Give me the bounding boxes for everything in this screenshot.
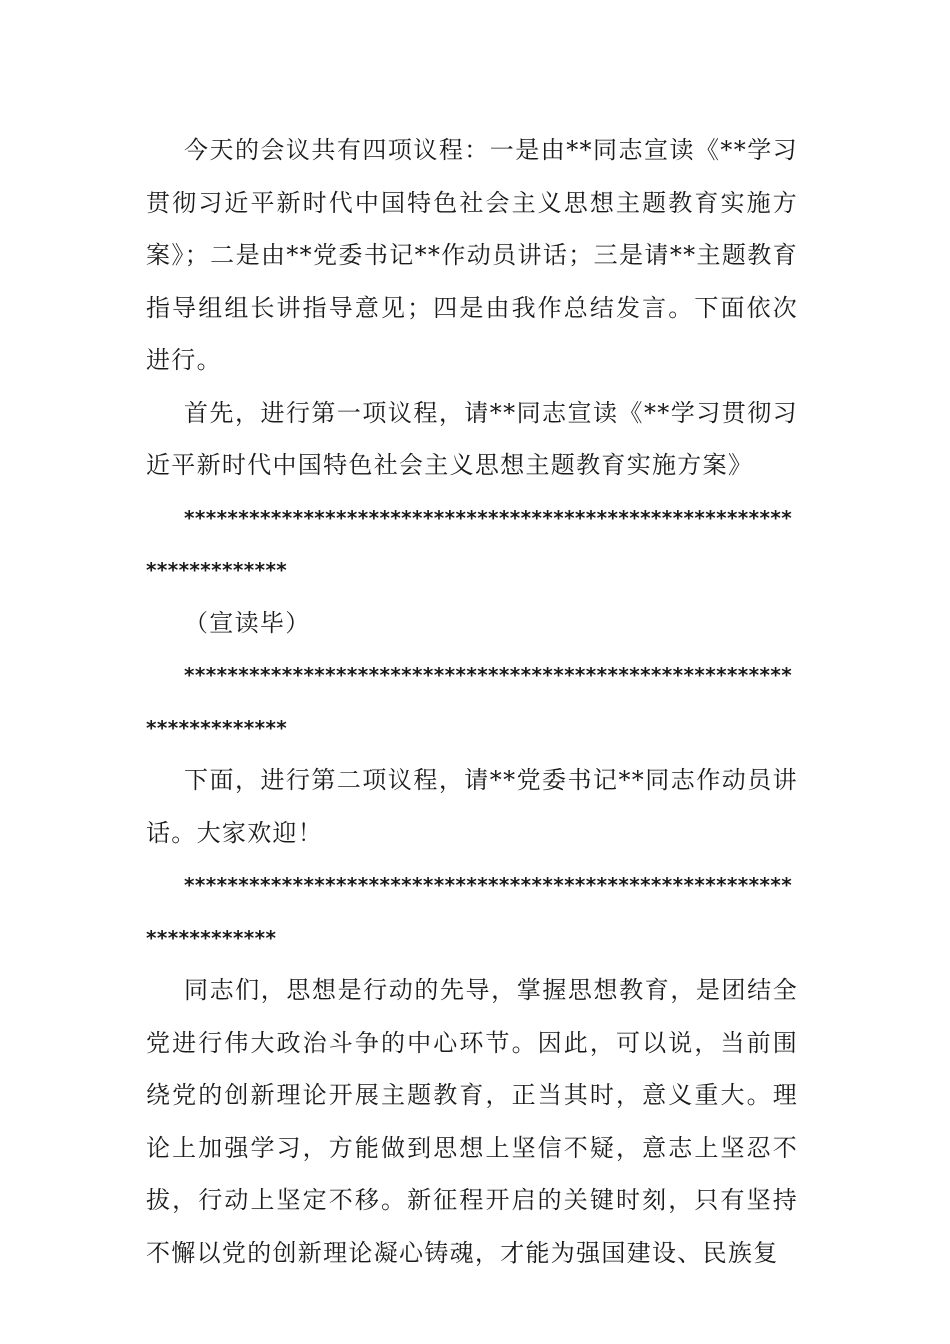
separator-stars: ******************************************************************** xyxy=(146,873,793,950)
paragraph-first-item: 首先，进行第一项议程，请**同志宣读《**学习贯彻习近平新时代中国特色社会主义思想主题教育实施方案》 xyxy=(146,398,798,479)
separator-stars: ********************************************************************* xyxy=(146,505,793,582)
paragraph-speech-body: 同志们，思想是行动的先导，掌握思想教育，是团结全党进行伟大政治斗争的中心环节。因此，可以说，当前围绕党的创新理论开展主题教育，正当其时，意义重大。理论上加强学习，方能做到思想上坚信不疑，意志上坚忍不拔，行动上坚定不移。新征程开启的关键时刻，只有坚持不懈以党的创新理论凝心铸魂，才能为强国建设、民族复 xyxy=(146,976,798,1267)
paragraph-reading-finished: （宣读毕） xyxy=(184,608,311,637)
paragraph-agenda-overview: 今天的会议共有四项议程：一是由**同志宣读《**学习贯彻习近平新时代中国特色社会主义思想主题教育实施方案》；二是由**党委书记**作动员讲话；三是请**主题教育指导组组长讲指导意见；四是由我作总结发言。下面依次进行。 xyxy=(146,136,798,374)
paragraph-second-item: 下面，进行第二项议程，请**党委书记**同志作动员讲话。大家欢迎！ xyxy=(146,766,798,847)
document-page xyxy=(146,124,798,1279)
separator-stars: ********************************************************************* xyxy=(146,663,793,740)
